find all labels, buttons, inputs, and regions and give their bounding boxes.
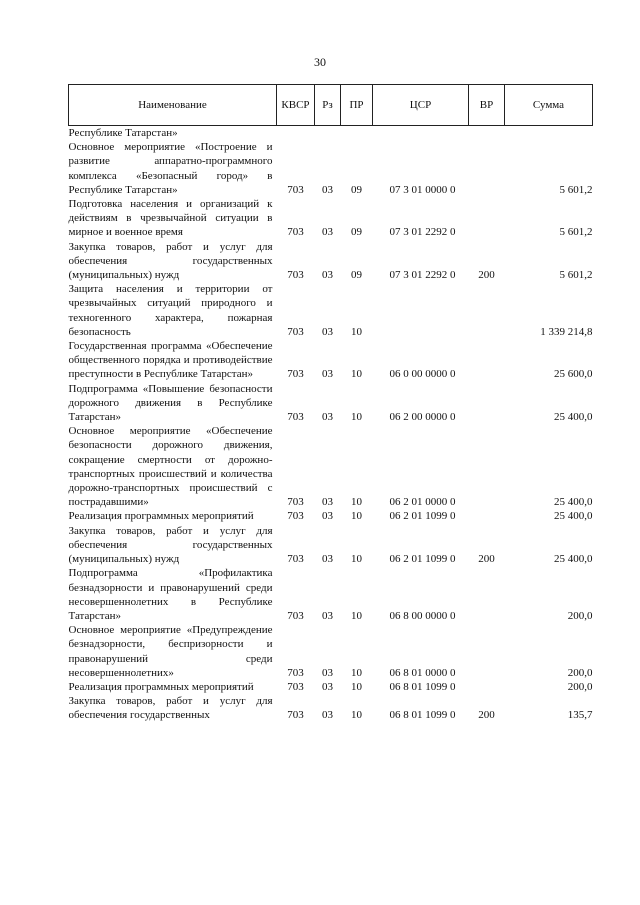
cell-vr: [469, 623, 505, 680]
header-pr: ПР: [341, 85, 373, 126]
cell-kvsr: 703: [287, 553, 304, 566]
header-rz: Рз: [315, 85, 341, 126]
cell-rz: 03: [322, 226, 333, 239]
cell-name: Защита населения и территории от чрезвычайных ситуаций природного и техногенного характера, пожарная безопасность: [68, 283, 273, 338]
cell-pr: 10: [351, 411, 362, 424]
table-row: [69, 566, 593, 623]
cell-name: Подпрограмма «Профилактика безнадзорности и правонарушений среди несовершеннолетних в Республике Татарстан»: [68, 567, 273, 622]
header-vr: ВР: [469, 85, 505, 126]
cell-name: Основное мероприятие «Обеспечение безопасности дорожного движения, сокращение смертности от дорожно-транспортных происшествий и количества дорожно-транспортных происшествий с пострадавшими»: [68, 425, 273, 509]
cell-vr: [469, 282, 505, 339]
cell-pr: 10: [351, 510, 362, 523]
table-row: [69, 339, 593, 382]
cell-kvsr: [277, 126, 315, 141]
cell-kvsr: 703: [287, 496, 304, 509]
cell-sum: 5 601,2: [559, 226, 593, 239]
cell-name: Основное мероприятие «Построение и развитие аппаратно-программного комплекса «Безопасный город» в Республике Татарстан»: [68, 141, 273, 196]
cell-sum: 5 601,2: [559, 269, 593, 282]
cell-rz: 03: [322, 666, 333, 679]
cell-rz: 03: [322, 496, 333, 509]
cell-name: Государственная программа «Обеспечение общественного порядка и противодействие преступности в Республике Татарстан»: [68, 340, 273, 381]
table-row: [69, 680, 593, 694]
cell-sum: 25 400,0: [554, 496, 593, 509]
cell-kvsr: 703: [287, 411, 304, 424]
cell-kvsr: 703: [287, 510, 304, 523]
header-sum: Сумма: [505, 85, 593, 126]
cell-sum: 5 601,2: [559, 183, 593, 196]
cell-csr: 06 8 00 0000 0: [389, 609, 456, 622]
cell-name: Республике Татарстан»: [68, 127, 178, 139]
cell-sum: 25 400,0: [554, 553, 593, 566]
cell-rz: 03: [322, 269, 333, 282]
cell-name: Закупка товаров, работ и услуг для обеспечения государственных: [68, 695, 273, 722]
table-row: [69, 424, 593, 509]
cell-vr: 200: [478, 269, 495, 282]
cell-rz: 03: [322, 368, 333, 381]
header-kvsr: КВСР: [277, 85, 315, 126]
cell-rz: 03: [322, 609, 333, 622]
cell-sum: 135,7: [567, 709, 593, 722]
cell-csr: 06 0 00 0000 0: [389, 368, 456, 381]
table-row: [69, 126, 593, 141]
table-row: [69, 694, 593, 722]
cell-csr: 06 8 01 1099 0: [389, 709, 456, 722]
cell-vr: [469, 509, 505, 523]
cell-name: Основное мероприятие «Предупреждение безнадзорности, беспризорности и правонарушений среди несовершеннолетних»: [68, 624, 273, 679]
cell-sum: 200,0: [567, 666, 593, 679]
cell-pr: 09: [351, 226, 362, 239]
cell-sum: 1 339 214,8: [540, 325, 593, 338]
cell-vr: [469, 382, 505, 425]
cell-rz: [315, 126, 341, 141]
cell-kvsr: 703: [287, 368, 304, 381]
table-row: [69, 197, 593, 240]
cell-name: Закупка товаров, работ и услуг для обеспечения государственных (муниципальных) нужд: [68, 240, 273, 282]
cell-name: Подготовка населения и организаций к действиям в чрезвычайной ситуации в мирное и военное время: [68, 198, 273, 239]
cell-vr: [469, 197, 505, 240]
cell-name: Подпрограмма «Повышение безопасности дорожного движения в Республике Татарстан»: [68, 382, 273, 424]
table-row: [69, 282, 593, 339]
cell-vr: 200: [478, 553, 495, 566]
cell-csr: 06 2 01 1099 0: [389, 510, 456, 523]
cell-rz: 03: [322, 411, 333, 424]
cell-csr: [373, 282, 469, 339]
cell-kvsr: 703: [287, 609, 304, 622]
page-number: 30: [314, 55, 326, 69]
cell-sum: 25 400,0: [554, 510, 593, 523]
cell-vr: 200: [478, 709, 495, 722]
cell-pr: 10: [351, 368, 362, 381]
cell-name: Реализация программных мероприятий: [68, 510, 254, 523]
cell-vr: [469, 424, 505, 509]
cell-csr: 07 3 01 2292 0: [389, 269, 456, 282]
table-row: [69, 382, 593, 425]
cell-vr: [469, 126, 505, 141]
cell-rz: 03: [322, 553, 333, 566]
cell-kvsr: 703: [287, 269, 304, 282]
cell-pr: 10: [351, 666, 362, 679]
cell-vr: [469, 339, 505, 382]
cell-name: Закупка товаров, работ и услуг для обеспечения государственных (муниципальных) нужд: [68, 524, 273, 566]
cell-csr: 06 2 01 0000 0: [389, 496, 456, 509]
cell-sum: 25 400,0: [554, 411, 593, 424]
cell-kvsr: 703: [287, 680, 304, 693]
table-header: [69, 85, 593, 126]
table-row: [69, 509, 593, 523]
table-row: [69, 623, 593, 680]
cell-pr: 10: [351, 496, 362, 509]
cell-sum: 25 600,0: [554, 368, 593, 381]
cell-pr: 10: [351, 325, 362, 338]
cell-rz: 03: [322, 709, 333, 722]
cell-rz: 03: [322, 325, 333, 338]
cell-sum: 200,0: [567, 609, 593, 622]
cell-vr: [469, 140, 505, 197]
cell-csr: 07 3 01 0000 0: [389, 183, 456, 196]
cell-kvsr: 703: [287, 183, 304, 196]
cell-rz: 03: [322, 680, 333, 693]
cell-name: Реализация программных мероприятий: [68, 680, 254, 693]
table-row: [69, 140, 593, 197]
cell-csr: [373, 126, 469, 141]
cell-kvsr: 703: [287, 226, 304, 239]
cell-pr: 09: [351, 183, 362, 196]
header-name: Наименование: [69, 85, 277, 126]
cell-pr: 10: [351, 680, 362, 693]
cell-pr: 10: [351, 609, 362, 622]
cell-kvsr: 703: [287, 666, 304, 679]
cell-kvsr: 703: [287, 709, 304, 722]
cell-pr: [341, 126, 373, 141]
cell-vr: [469, 566, 505, 623]
cell-pr: 10: [351, 709, 362, 722]
cell-csr: 06 8 01 0000 0: [389, 666, 456, 679]
table-row: [69, 240, 593, 283]
cell-pr: 09: [351, 269, 362, 282]
table-body: [69, 126, 593, 723]
cell-vr: [469, 680, 505, 694]
budget-table: [68, 84, 593, 723]
cell-csr: 06 2 00 0000 0: [389, 411, 456, 424]
header-csr: ЦСР: [373, 85, 469, 126]
cell-pr: 10: [351, 553, 362, 566]
cell-sum: [505, 126, 593, 141]
cell-csr: 06 8 01 1099 0: [389, 680, 456, 693]
cell-rz: 03: [322, 183, 333, 196]
cell-csr: 06 2 01 1099 0: [389, 553, 456, 566]
cell-csr: 07 3 01 2292 0: [389, 226, 456, 239]
cell-kvsr: 703: [287, 325, 304, 338]
cell-sum: 200,0: [567, 680, 593, 693]
cell-rz: 03: [322, 510, 333, 523]
table-row: [69, 524, 593, 567]
